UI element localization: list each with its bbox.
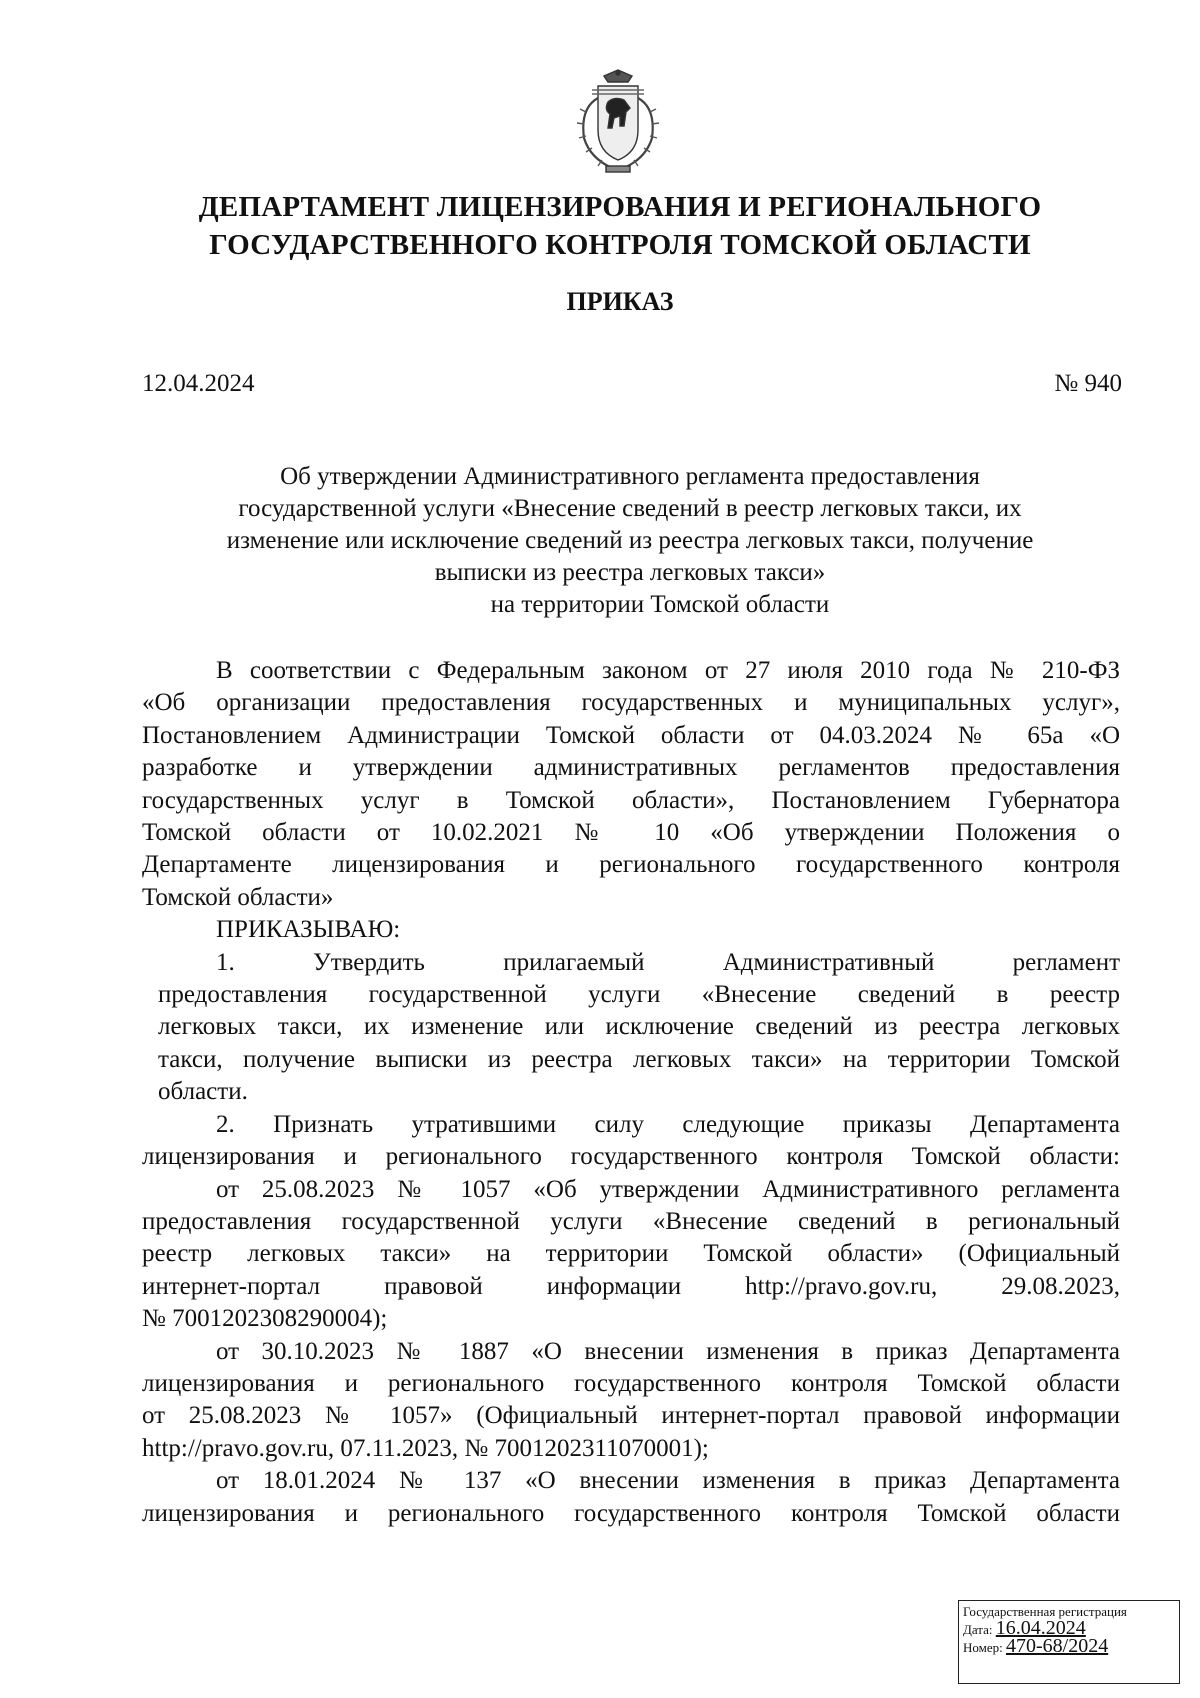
body-line: лицензирования и регионального государственного контроля Томской области <box>142 1369 1120 1397</box>
title-line: изменение или исключение сведений из реестра легковых такси, получение <box>226 527 1034 554</box>
body-line: области. <box>158 1078 248 1106</box>
department-name-line: ГОСУДАРСТВЕННОГО КОНТРОЛЯ ТОМСКОЙ ОБЛАСТИ <box>209 229 1031 261</box>
body-line: http://pravo.gov.ru, 07.11.2023, № 7001202311070001); <box>142 1434 709 1462</box>
title-line: государственной услуги «Внесение сведений в реестр легковых такси, их <box>238 495 1022 522</box>
body-line: предоставления государственной услуги «Внесение сведений в региональный <box>142 1207 1120 1235</box>
stamp-date-label: Дата: <box>963 1622 993 1637</box>
body-line: «Об организации предоставления государственных и муниципальных услуг», <box>142 689 1120 717</box>
body-line: реестр легковых такси» на территории Томской области» (Официальный <box>142 1240 1120 1268</box>
body-line: от 30.10.2023 № 1887 «О внесении изменения в приказ Департамента <box>216 1337 1120 1365</box>
document-date: 12.04.2024 <box>142 370 255 397</box>
title-line: выписки из реестра легковых такси» <box>434 559 826 586</box>
body-line: от 25.08.2023 № 1057» (Официальный интернет-портал правовой информации <box>142 1402 1120 1430</box>
stamp-number-label: Номер: <box>963 1640 1003 1655</box>
document-number: № 940 <box>1054 370 1122 397</box>
body-line: такси, получение выписки из реестра легковых такси» на территории Томской <box>158 1045 1120 1073</box>
body-line: от 25.08.2023 № 1057 «Об утверждении Административного регламента <box>216 1175 1120 1203</box>
body-line: государственных услуг в Томской области», Постановлением Губернатора <box>142 786 1120 814</box>
department-name <box>120 188 1120 264</box>
registration-stamp <box>958 1600 1180 1684</box>
body-line: лицензирования и регионального государственного контроля Томской области <box>142 1499 1120 1527</box>
body-line: разработке и утверждении административных регламентов предоставления <box>142 754 1120 782</box>
document-body <box>142 655 1120 1530</box>
body-line: Департаменте лицензирования и регионального государственного контроля <box>142 851 1120 879</box>
document-title <box>140 461 1120 621</box>
stamp-number-value: 470-68/2024 <box>1006 1635 1109 1657</box>
body-line: предоставления государственной услуги «Внесение сведений в реестр <box>158 981 1120 1009</box>
order-keyword: ПРИКАЗЫВАЮ: <box>216 916 401 944</box>
body-line: В соответствии с Федеральным законом от 27 июля 2010 года № 210-ФЗ <box>216 657 1120 684</box>
body-line: интернет-портал правовой информации http://pravo.gov.ru, 29.08.2023, <box>142 1272 1120 1300</box>
body-line: Томской области от 10.02.2021 № 10 «Об утверждении Положения о <box>142 819 1120 847</box>
body-line: 1. Утвердить прилагаемый Административный регламент <box>216 948 1120 976</box>
title-line: Об утверждении Административного регламента предоставления <box>280 463 980 490</box>
tomsk-oblast-coat-of-arms-icon <box>568 68 668 176</box>
body-line: легковых такси, их изменение или исключение сведений из реестра легковых <box>158 1013 1120 1041</box>
stamp-title: Государственная регистрация <box>963 1604 1127 1619</box>
body-line: № 7001202308290004); <box>142 1305 388 1333</box>
body-line: 2. Признать утратившими силу следующие приказы Департамента <box>216 1110 1120 1138</box>
body-line: лицензирования и регионального государственного контроля Томской области: <box>142 1143 1120 1171</box>
body-line: Томской области» <box>142 883 334 911</box>
stamp-date-value: 16.04.2024 <box>995 1617 1086 1639</box>
body-line: Постановлением Администрации Томской области от 04.03.2024 № 65а «О <box>142 721 1120 749</box>
title-line: на территории Томской области <box>490 591 830 618</box>
document-type: ПРИКАЗ <box>566 287 674 316</box>
body-line: от 18.01.2024 № 137 «О внесении изменения в приказ Департамента <box>216 1467 1120 1495</box>
department-name-line: ДЕПАРТАМЕНТ ЛИЦЕНЗИРОВАНИЯ И РЕГИОНАЛЬНОГО <box>198 191 1042 223</box>
